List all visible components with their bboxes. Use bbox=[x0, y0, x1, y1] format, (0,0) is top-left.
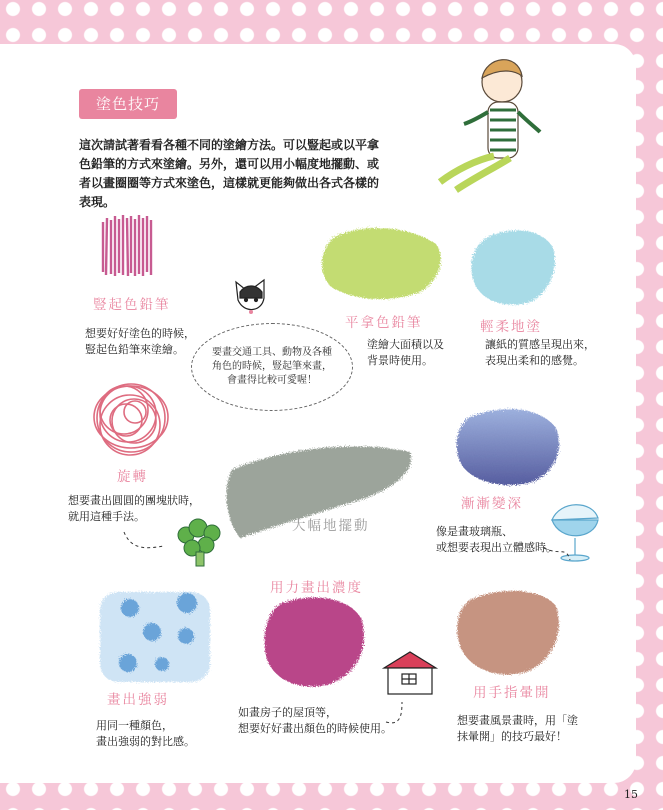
label-pressed: 用力畫出濃度 bbox=[270, 580, 363, 596]
caption-rotate: 想要畫出圓圓的團塊狀時， 就用這種手法。 bbox=[68, 494, 200, 523]
smudge-swatch bbox=[457, 591, 559, 675]
house-icon bbox=[384, 652, 436, 694]
label-flat: 平拿色鉛筆 bbox=[345, 315, 423, 331]
caption-pressed: 如畫房子的屋頂等， 想要好好畫出顏色的時候使用。 bbox=[238, 706, 392, 735]
intro-text: 這次請試著看看各種不同的塗繪方法。可以豎起或以平拿色鉛筆的方式來塗繪。另外，還可以用小幅度地擺動、或者以畫圈圈等方式來塗色，這樣就更能夠做出各式各樣的表現。 bbox=[79, 138, 380, 209]
caption-soft: 讓紙的質感呈現出來， 表現出柔和的感覺。 bbox=[485, 338, 595, 367]
parfait-icon bbox=[552, 505, 598, 561]
boy-illustration bbox=[440, 60, 540, 190]
caption-gradient: 像是畫玻璃瓶、 或想要表現出立體感時。 bbox=[436, 525, 557, 554]
section-title: 塗色技巧 bbox=[79, 89, 177, 119]
caption-contrast: 用同一種顏色， 畫出強弱的對比感。 bbox=[96, 719, 195, 748]
broccoli-icon bbox=[178, 519, 220, 566]
caption-flat: 塗繪大面積以及 背景時使用。 bbox=[367, 338, 444, 367]
speech-bubble bbox=[191, 323, 353, 411]
label-vertical: 豎起色鉛筆 bbox=[93, 297, 171, 313]
label-gradient: 漸漸變深 bbox=[461, 496, 523, 512]
caption-vertical: 想要好好塗色的時候， 豎起色鉛筆來塗繪。 bbox=[85, 327, 195, 356]
label-soft: 輕柔地塗 bbox=[480, 319, 542, 335]
cat-icon bbox=[236, 280, 264, 314]
flat-pencil-swatch bbox=[322, 228, 441, 299]
label-swing: 大幅地擺動 bbox=[292, 518, 370, 534]
soft-swatch bbox=[471, 230, 555, 304]
label-smudge: 用手指暈開 bbox=[473, 685, 551, 701]
pressed-swatch bbox=[265, 597, 364, 686]
gradient-swatch bbox=[457, 409, 559, 485]
label-rotate: 旋轉 bbox=[117, 469, 148, 485]
label-contrast: 畫出強弱 bbox=[107, 692, 169, 708]
vertical-strokes-swatch bbox=[103, 215, 151, 276]
page-number: 15 bbox=[624, 788, 638, 801]
circle-scribble-swatch bbox=[94, 384, 168, 455]
caption-smudge: 想要畫風景畫時，用「塗 抹暈開」的技巧最好！ bbox=[457, 714, 578, 743]
speech-bubble-text: 要畫交通工具、動物及各種角色的時候，豎起筆來畫，會畫得比較可愛喔！ bbox=[212, 347, 332, 386]
